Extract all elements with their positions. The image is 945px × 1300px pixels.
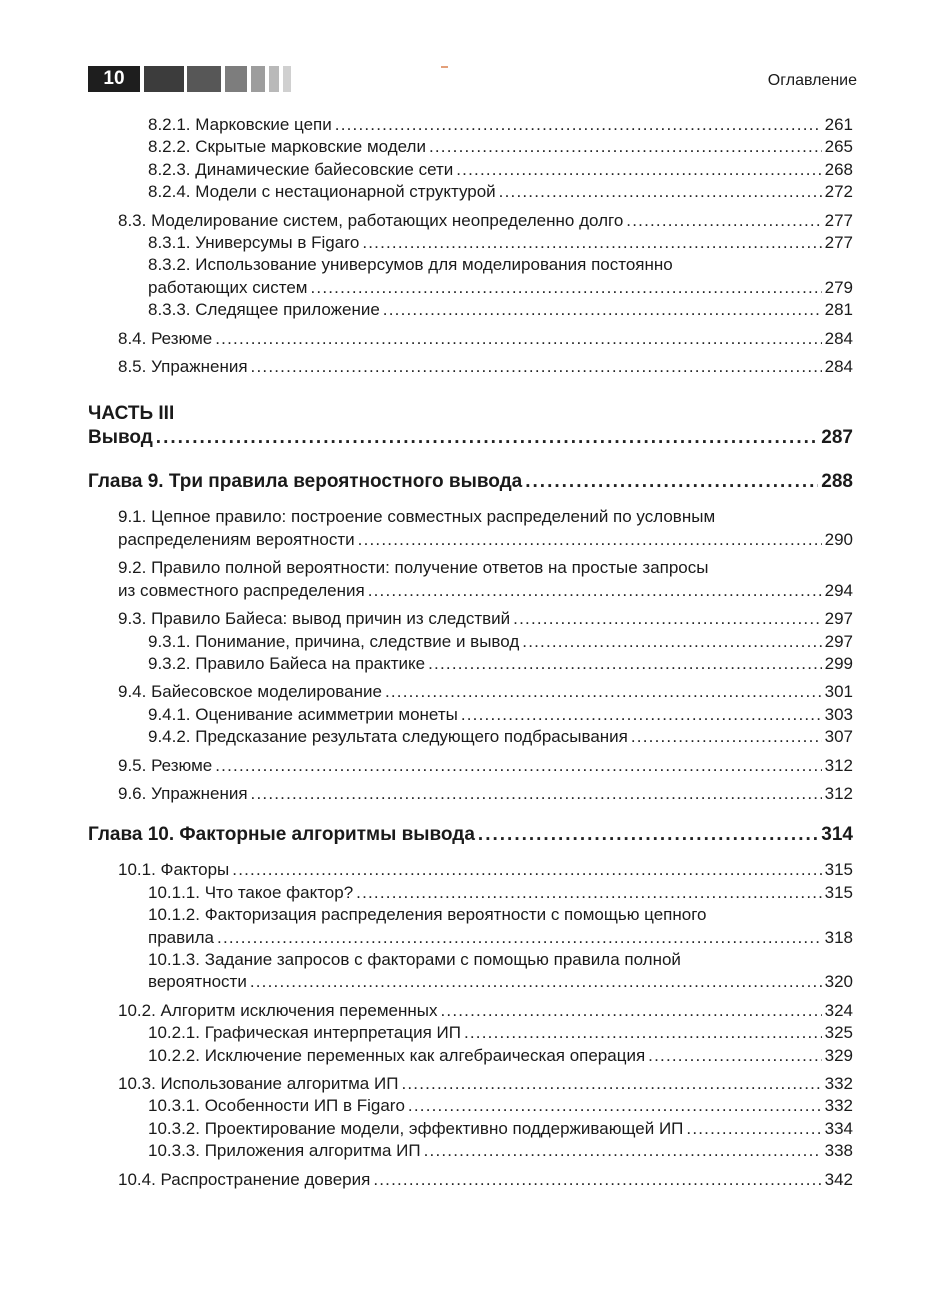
leader-dots <box>525 470 818 494</box>
chapter-page: 314 <box>821 824 853 846</box>
toc-entry-page: 334 <box>824 1118 853 1138</box>
toc-entry-title: 10.3.2. Проектирование модели, эффективно поддерживающей ИП <box>148 1118 684 1138</box>
leader-dots <box>648 1045 821 1067</box>
toc-entry-page: 303 <box>824 704 853 724</box>
page-number: 10 <box>88 66 140 92</box>
toc-entry[interactable] <box>148 882 853 904</box>
toc-entry-page: 301 <box>824 682 853 702</box>
header-bar-5 <box>269 66 279 92</box>
leader-dots <box>215 328 821 350</box>
toc-entry-title: 9.3. Правило Байеса: вывод причин из следствий <box>118 609 511 629</box>
leader-dots <box>456 159 821 181</box>
leader-dots <box>429 136 822 158</box>
toc-entry-page: 329 <box>824 1045 853 1065</box>
leader-dots <box>424 1140 822 1162</box>
leader-dots <box>368 580 822 602</box>
toc-entry-title: 10.2. Алгоритм исключения переменных <box>118 1000 438 1020</box>
toc-entry-page: 332 <box>824 1096 853 1116</box>
toc-entry-page: 342 <box>824 1169 853 1189</box>
toc-part[interactable] <box>88 402 853 450</box>
toc-entry-title-line-2: из совместного распределения <box>118 580 365 600</box>
toc-entry[interactable] <box>148 1022 853 1044</box>
header-bar-2 <box>187 66 221 92</box>
header-bar-4 <box>251 66 265 92</box>
toc-entry-title: 9.4.2. Предсказание результата следующего подбрасывания <box>148 727 628 747</box>
toc-entry-page: 277 <box>824 210 853 230</box>
toc-entry-page: 284 <box>824 357 853 377</box>
toc-entry[interactable] <box>148 1118 853 1140</box>
toc-entry[interactable] <box>118 608 853 630</box>
toc-entry-page: 284 <box>824 328 853 348</box>
toc-entry[interactable] <box>118 1169 853 1191</box>
toc-entry[interactable] <box>118 755 853 777</box>
toc-entry-title-line-2: распределениям вероятности <box>118 529 355 549</box>
toc-entry-page: 307 <box>824 727 853 747</box>
leader-dots <box>461 704 822 726</box>
leader-dots <box>464 1022 822 1044</box>
leader-dots <box>251 356 822 378</box>
leader-dots <box>522 631 821 653</box>
toc-entry[interactable] <box>148 114 853 136</box>
toc-entry-title: 10.1. Факторы <box>118 860 230 880</box>
leader-dots <box>156 426 819 450</box>
toc-entry-title: 10.2.1. Графическая интерпретация ИП <box>148 1023 461 1043</box>
leader-dots <box>408 1095 822 1117</box>
toc-entry-title-line-1: 10.1.3. Задание запросов с факторами с помощью правила полной <box>148 949 681 969</box>
header-bar-6 <box>283 66 291 92</box>
part-label: ЧАСТЬ III <box>88 403 175 425</box>
chapter-title: Глава 9. Три правила вероятностного вывода <box>88 471 523 493</box>
running-title: Оглавление <box>767 72 857 89</box>
toc-entry[interactable] <box>118 1000 853 1022</box>
leader-dots <box>428 653 822 675</box>
toc-entry[interactable] <box>148 726 853 748</box>
toc-entry-title: 9.3.2. Правило Байеса на практике <box>148 653 426 673</box>
toc-entry-title: 10.3.1. Особенности ИП в Figaro <box>148 1096 405 1116</box>
toc-entry-title: 8.4. Резюме <box>118 328 213 348</box>
toc-entry-page: 279 <box>824 277 853 297</box>
toc-entry[interactable] <box>118 356 853 378</box>
leader-dots <box>310 277 821 299</box>
toc-entry[interactable] <box>118 783 853 805</box>
toc-entry-page: 324 <box>824 1000 853 1020</box>
toc-entry-page: 268 <box>824 159 853 179</box>
page-header <box>0 0 945 100</box>
toc-entry-title-line-1: 9.1. Цепное правило: построение совместных распределений по условным <box>118 507 716 527</box>
toc-entry-title: 10.3.3. Приложения алгоритма ИП <box>148 1141 421 1161</box>
toc-entry[interactable] <box>118 506 853 551</box>
toc-entry-page: 312 <box>824 783 853 803</box>
toc-entry-page: 294 <box>824 580 853 600</box>
toc-entry-title: 8.2.1. Марковские цепи <box>148 115 332 134</box>
toc-entry-page: 318 <box>824 927 853 947</box>
toc-entry-title: 8.5. Упражнения <box>118 357 248 377</box>
leader-dots <box>217 927 822 949</box>
toc-entry-title-line-2: правила <box>148 927 215 947</box>
toc-entry-title: 8.3. Моделирование систем, работающих неопределенно долго <box>118 210 624 230</box>
chapter-title: Глава 10. Факторные алгоритмы вывода <box>88 824 475 846</box>
header-mark <box>441 66 448 68</box>
leader-dots <box>513 608 821 630</box>
toc-entry-title: 10.3. Использование алгоритма ИП <box>118 1074 399 1093</box>
leader-dots <box>385 681 822 703</box>
leader-dots <box>358 529 822 551</box>
toc-entry-title-line-1: 10.1.2. Факторизация распределения вероятности с помощью цепного <box>148 905 707 925</box>
toc-entry-page: 315 <box>824 882 853 902</box>
toc-entry[interactable] <box>148 1140 853 1162</box>
toc-entry[interactable] <box>148 181 853 203</box>
toc-entry-title: 8.3.3. Следящее приложение <box>148 300 380 320</box>
toc-entry-page: 299 <box>824 653 853 673</box>
toc-chapter[interactable] <box>88 470 853 494</box>
toc-entry[interactable] <box>118 328 853 350</box>
toc-entry[interactable] <box>148 1095 853 1117</box>
toc-entry-title: 10.2.2. Исключение переменных как алгебраическая операция <box>148 1045 646 1065</box>
leader-dots <box>401 1073 821 1095</box>
toc-entry[interactable] <box>118 859 853 881</box>
leader-dots <box>686 1118 821 1140</box>
chapter-page: 288 <box>821 471 853 493</box>
header-bar-1 <box>144 66 184 92</box>
header-bar-3 <box>225 66 247 92</box>
leader-dots <box>251 783 822 805</box>
toc-entry-title: 9.5. Резюме <box>118 755 213 775</box>
leader-dots <box>356 882 821 904</box>
toc-entry-page: 332 <box>824 1074 853 1093</box>
toc-entry-title: 10.4. Распространение доверия <box>118 1169 371 1189</box>
leader-dots <box>250 971 822 993</box>
toc-entry-page: 290 <box>824 529 853 549</box>
toc-entry[interactable] <box>148 299 853 321</box>
leader-dots <box>626 210 821 232</box>
toc-entry[interactable] <box>118 557 853 602</box>
toc-entry-title-line-2: работающих систем <box>148 277 308 297</box>
toc-chapter[interactable] <box>88 823 853 847</box>
toc-entry-title: 8.2.3. Динамические байесовские сети <box>148 159 454 179</box>
toc-entry-title: 9.4.1. Оценивание асимметрии монеты <box>148 704 458 724</box>
toc-entry[interactable] <box>148 904 853 949</box>
toc-entry[interactable] <box>148 1045 853 1067</box>
leader-dots <box>373 1169 821 1191</box>
toc-entry[interactable] <box>148 159 853 181</box>
toc-entry-page: 315 <box>824 860 853 880</box>
toc-entry-page: 265 <box>824 137 853 157</box>
toc-entry[interactable] <box>118 1073 853 1095</box>
toc-entry-page: 261 <box>824 115 853 134</box>
table-of-contents <box>88 114 853 1191</box>
leader-dots <box>362 232 821 254</box>
toc-entry[interactable] <box>118 210 853 232</box>
toc-entry-page: 281 <box>824 300 853 320</box>
toc-entry-title-line-2: вероятности <box>148 972 247 992</box>
toc-entry[interactable] <box>148 631 853 653</box>
leader-dots <box>478 823 818 847</box>
leader-dots <box>631 726 822 748</box>
toc-entry-page: 297 <box>824 609 853 629</box>
toc-entry-title: 9.6. Упражнения <box>118 783 248 803</box>
leader-dots <box>383 299 822 321</box>
toc-entry[interactable] <box>148 653 853 675</box>
toc-entry-title: 8.2.4. Модели с нестационарной структурой <box>148 182 496 202</box>
leader-dots <box>335 114 822 136</box>
toc-entry-page: 338 <box>824 1141 853 1161</box>
toc-entry-title: 8.3.1. Универсумы в Figaro <box>148 233 360 253</box>
toc-entry-page: 320 <box>824 972 853 992</box>
toc-entry[interactable] <box>148 949 853 994</box>
toc-entry-title: 9.4. Байесовское моделирование <box>118 682 382 702</box>
toc-entry-title-line-1: 8.3.2. Использование универсумов для моделирования постоянно <box>148 255 673 275</box>
toc-entry[interactable] <box>148 254 853 299</box>
leader-dots <box>232 859 821 881</box>
leader-dots <box>440 1000 821 1022</box>
part-title: Вывод <box>88 427 153 449</box>
toc-entry-title: 9.3.1. Понимание, причина, следствие и вывод <box>148 631 520 651</box>
toc-entry[interactable] <box>148 232 853 254</box>
toc-entry-title: 8.2.2. Скрытые марковские модели <box>148 137 426 157</box>
leader-dots <box>499 181 822 203</box>
toc-entry-page: 325 <box>824 1023 853 1043</box>
toc-entry[interactable] <box>118 681 853 703</box>
toc-entry[interactable] <box>148 136 853 158</box>
toc-entry-title-line-1: 9.2. Правило полной вероятности: получение ответов на простые запросы <box>118 558 709 578</box>
toc-entry-title: 10.1.1. Что такое фактор? <box>148 882 354 902</box>
toc-entry[interactable] <box>148 704 853 726</box>
toc-entry-page: 312 <box>824 755 853 775</box>
toc-entry-page: 277 <box>824 233 853 253</box>
toc-entry-page: 297 <box>824 631 853 651</box>
leader-dots <box>215 755 821 777</box>
toc-entry-page: 272 <box>824 182 853 202</box>
part-page: 287 <box>821 427 853 449</box>
